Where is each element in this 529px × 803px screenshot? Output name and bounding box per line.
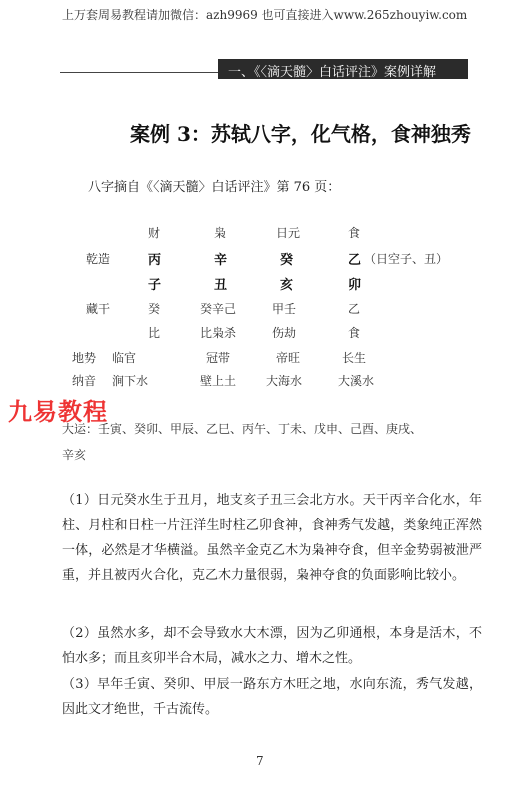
dayun-line-1: 大运：壬寅、癸卯、甲辰、乙巳、丙午、丁未、戊申、己酉、庚戌、 [62, 422, 423, 436]
dayun-line-2: 辛亥 [62, 448, 87, 462]
canggan-hour: 乙 [348, 302, 361, 316]
paragraph-3: （3）早年壬寅、癸卯、甲辰一路东方木旺之地，水向东流，秀气发越，因此文才绝世，千古流传。 [62, 677, 482, 717]
cang-shishen-hour: 食 [348, 326, 361, 340]
dizhi-year: 子 [148, 278, 162, 293]
tiangan-month: 辛 [214, 253, 228, 268]
chapter-header: 一、《〈滴天髓〉白话评注》案例详解 [228, 65, 437, 80]
nayin-label: 纳音 [72, 374, 97, 388]
header-rule [60, 72, 220, 73]
cang-shishen-year: 比 [148, 326, 161, 340]
dishi-year: 临官 [112, 351, 137, 365]
canggan-label: 藏干 [86, 302, 111, 316]
tiangan-day: 癸 [280, 253, 294, 268]
nayin-year: 涧下水 [112, 374, 149, 388]
dizhi-day: 亥 [280, 278, 294, 293]
tiangan-hour: 乙 [348, 253, 362, 268]
nayin-hour: 大溪水 [338, 374, 375, 388]
tiangan-year: 丙 [148, 253, 162, 268]
dishi-label: 地势 [72, 351, 97, 365]
paragraph-2: （2）虽然水多，却不会导致水大木漂，因为乙卯通根，本身是活木，不怕水多；而且亥卯半合木局，减水之力、增木之性。 [62, 626, 482, 666]
kongwang-note: （日空子、丑） [364, 252, 449, 266]
page-number: 7 [256, 754, 264, 768]
nayin-day: 大海水 [266, 374, 303, 388]
cang-shishen-day: 伤劫 [272, 326, 297, 340]
dishi-day: 帝旺 [276, 351, 301, 365]
canggan-day: 甲壬 [272, 302, 297, 316]
dishi-month: 冠带 [206, 351, 231, 365]
canggan-month: 癸辛己 [200, 302, 237, 316]
dizhi-month: 丑 [214, 278, 228, 293]
watermark-logo: 九易教程 [8, 398, 108, 426]
top-banner-note: 上万套周易教程请加微信：azh9969 也可直接进入www.265zhouyiw.com [62, 8, 468, 22]
intro-line: 八字摘自《〈滴天髓〉白话评注》第 76 页： [88, 180, 341, 195]
shishen-day: 日元 [276, 226, 301, 240]
case-title: 案例 3：苏轼八字，化气格，食神独秀 [130, 122, 471, 146]
shishen-hour: 食 [348, 226, 361, 240]
nayin-month: 壁上土 [200, 374, 237, 388]
cang-shishen-month: 比枭杀 [200, 326, 237, 340]
paragraph-1: （1）日元癸水生于丑月，地支亥子丑三会北方水。天干丙辛合化水，年柱、月柱和日柱一片汪洋生时柱乙卯食神，食神秀气发越，类象纯正浑然一体，必然是才华横溢。虽然辛金克乙木为枭神夺食，但辛金势弱被泄严重，并且被丙火合化，克乙木力量很弱，枭神夺食的负面影响比较小。 [62, 493, 482, 583]
shishen-month: 枭 [214, 226, 227, 240]
qianzao-label: 乾造 [86, 252, 111, 266]
shishen-year: 财 [148, 226, 161, 240]
dizhi-hour: 卯 [348, 278, 362, 293]
dishi-hour: 长生 [342, 351, 367, 365]
canggan-year: 癸 [148, 302, 161, 316]
